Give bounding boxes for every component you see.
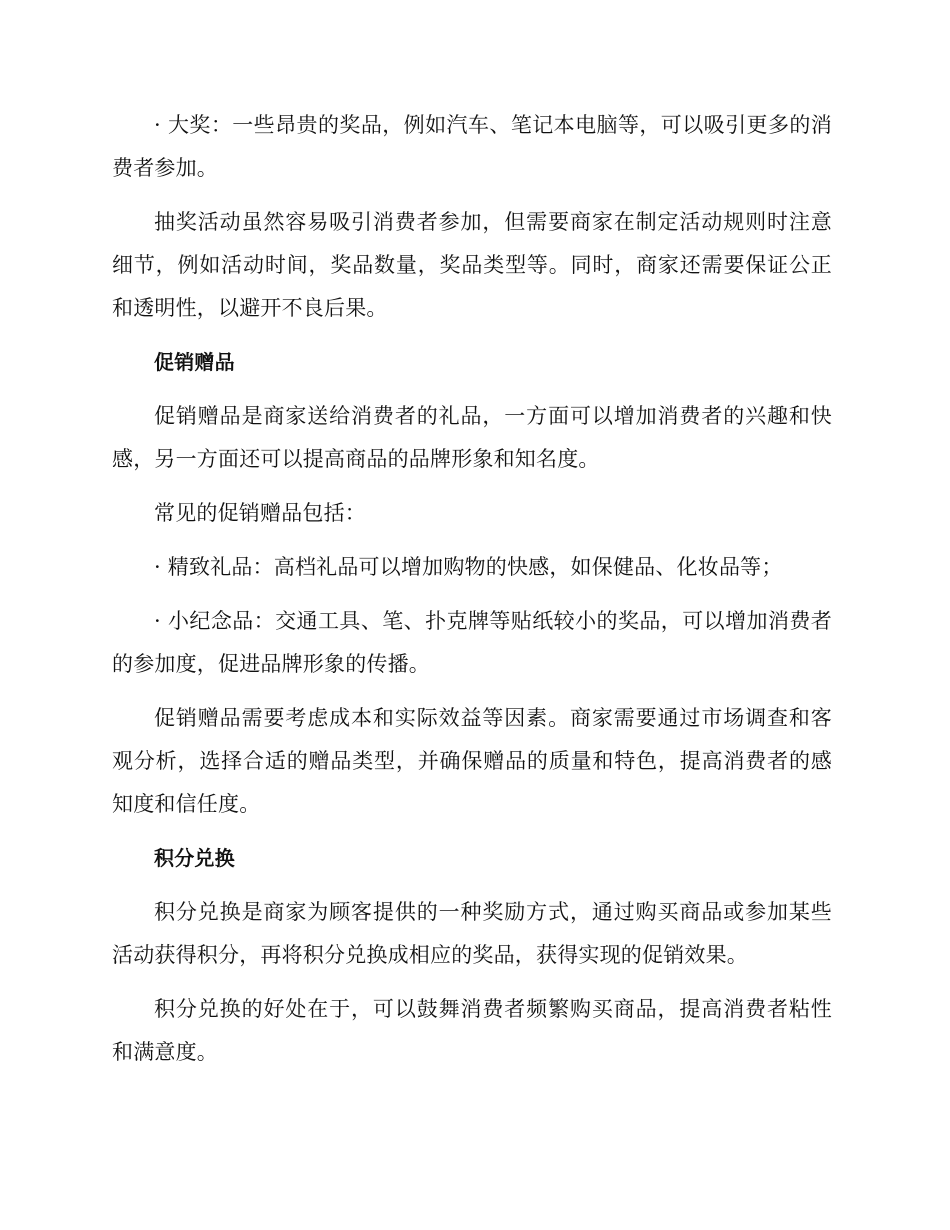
heading-points-exchange: 积分兑换 — [154, 846, 235, 870]
bullet-grand-prize: · 大奖：一些昂贵的奖品，例如汽车、笔记本电脑等，可以吸引更多的消费者参加。 — [112, 113, 832, 180]
gifts-intro-paragraph: 促销赠品是商家送给消费者的礼品，一方面可以增加消费者的兴趣和快感，另一方面还可以提高商品的品牌形象和知名度。 — [112, 404, 832, 471]
bullet-small-souvenirs: · 小纪念品：交通工具、笔、扑克牌等贴纸较小的奖品，可以增加消费者的参加度，促进品牌形象的传播。 — [112, 609, 832, 676]
gifts-cost-paragraph: 促销赠品需要考虑成本和实际效益等因素。商家需要通过市场调查和客观分析，选择合适的赠品类型，并确保赠品的质量和特色，提高消费者的感知度和信任度。 — [112, 706, 832, 816]
lottery-notes-paragraph: 抽奖活动虽然容易吸引消费者参加，但需要商家在制定活动规则时注意细节，例如活动时间，奖品数量，奖品类型等。同时，商家还需要保证公正和透明性，以避开不良后果。 — [112, 210, 832, 320]
points-intro-paragraph: 积分兑换是商家为顾客提供的一种奖励方式，通过购买商品或参加某些活动获得积分，再将积分兑换成相应的奖品，获得实现的促销效果。 — [112, 900, 832, 967]
bullet-fine-gifts: · 精致礼品：高档礼品可以增加购物的快感，如保健品、化妆品等； — [154, 555, 783, 579]
document-page — [112, 104, 832, 1085]
gifts-common-paragraph: 常见的促销赠品包括： — [154, 501, 366, 525]
heading-promotional-gifts: 促销赠品 — [154, 350, 235, 374]
points-benefit-paragraph: 积分兑换的好处在于，可以鼓舞消费者频繁购买商品，提高消费者粘性和满意度。 — [112, 997, 832, 1064]
